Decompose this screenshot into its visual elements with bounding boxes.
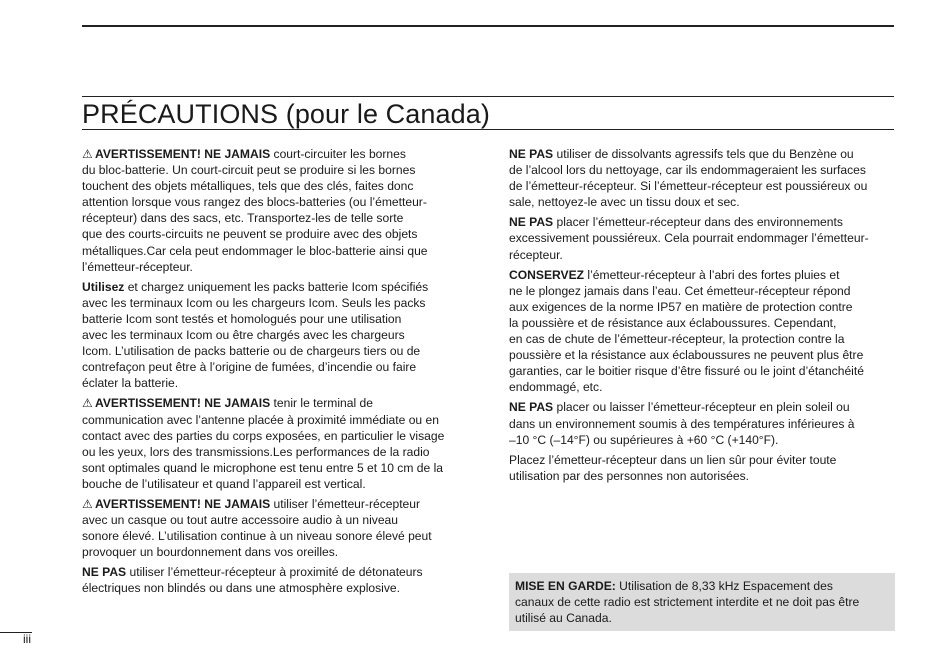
temperature-note bbox=[509, 399, 893, 447]
warning-lead: AVERTISSEMENT! NE JAMAIS bbox=[95, 496, 271, 511]
note-body: Placez l’émetteur-récepteur dans un lien sûr pour éviter toute utilisation par des personnes non autorisées. bbox=[509, 452, 837, 483]
note-body: utiliser l’émetteur-récepteur à proximité de détonateurs électriques non blindés ou dans une atmosphère explosive. bbox=[82, 565, 423, 596]
battery-short-circuit-warning bbox=[82, 146, 468, 275]
warning-icon: ⚠ bbox=[82, 496, 93, 511]
note-body: placer l’émetteur-récepteur dans des environnements excessivement poussiéreux. Cela pourrait endommager l’émetteur- récepteur. bbox=[509, 215, 869, 262]
left-column bbox=[82, 146, 468, 601]
page-number: iii bbox=[23, 632, 31, 646]
warning-lead: AVERTISSEMENT! NE JAMAIS bbox=[95, 147, 271, 161]
caution-body: Utilisation de 8,33 kHz Espacement des canaux de cette radio est strictement interdite et ne doit pas être utilisé au Canada. bbox=[515, 579, 860, 626]
page-title: PRÉCAUTIONS (pour le Canada) bbox=[82, 99, 490, 129]
title-rule-bottom bbox=[82, 129, 894, 130]
antenna-proximity-warning bbox=[82, 395, 468, 492]
headphone-volume-warning bbox=[82, 496, 468, 560]
title-rule-top bbox=[82, 96, 894, 97]
warning-body: court-circuiter les bornes du bloc-batterie. Un court-circuit peut se produire si les bornes touchent des objets métalliques, tels que des clés, faites donc attention lorsque vous rangez des blocs-batteries (ou l’émetteur- récepteur) dans des sacs, etc. Transportez-les de telle sorte que des courts-circuits ne peuvent se produire avec des objets métalliques.Car cela peut endommager le bloc-batterie ainsi que l’émetteur-récepteur. bbox=[82, 147, 428, 274]
caution-box bbox=[509, 573, 895, 631]
note-body: l’émetteur-récepteur à l’abri des fortes pluies et ne le plongez jamais dans l’eau. Cet émetteur-récepteur répond aux exigences de la norme IP57 en matière de protection contre la poussière et de résistance aux éclaboussures. Cependant, en cas de chute de l’émetteur-récepteur, la protection contre la poussière et la résistance aux éclaboussures ne peuvent plus être garanties, car le boitier risque d’être fissuré ou le joint d’étanchéité endommagé, etc. bbox=[509, 267, 864, 395]
note-body: et chargez uniquement les packs batterie Icom spécifiés avec les terminaux Icom ou les chargeurs Icom. Seuls les packs batterie Icom sont testés et homologués pour une utilisation avec les terminaux Icom ou être chargés avec les chargeurs Icom. L’utilisation de packs batterie ou de chargeurs tiers ou de contrefaçon peut être à l’origine de fumées, d’incendie ou faire éclater la batterie. bbox=[82, 279, 429, 391]
warning-lead: AVERTISSEMENT! NE JAMAIS bbox=[95, 396, 271, 411]
detonator-note bbox=[82, 564, 468, 596]
note-body: utiliser de dissolvants agressifs tels que du Benzène ou de l’alcool lors du nettoyage, car ils endommageraient les surfaces de l’émetteur-récepteur. Si l’émetteur-récepteur est poussiéreux ou sale, nettoyez-le avec un tissu doux et sec. bbox=[509, 147, 868, 210]
warning-body: tenir le terminal de communication avec l’antenne placée à proximité immédiate ou en contact avec des parties du corps exposées, en particulier le visage ou les yeux, lors des transmissions.Les performances de la radio sont optimales quand le microphone est tenu entre 5 et 10 cm de la bouche de l’utilisateur et quand l’appareil est vertical. bbox=[82, 396, 445, 491]
water-protection-note bbox=[509, 267, 893, 396]
warning-body: utiliser l’émetteur-récepteur avec un casque ou tout autre accessoire audio à un niveau sonore élevé. L’utilisation continue à un niveau sonore élevé peut provoquer un bourdonnement dans vos oreilles. bbox=[82, 496, 432, 560]
note-lead: NE PAS bbox=[509, 215, 554, 230]
note-lead: Utilisez bbox=[82, 279, 125, 294]
warning-icon: ⚠ bbox=[82, 396, 93, 411]
note-lead: NE PAS bbox=[509, 147, 554, 161]
note-lead: CONSERVEZ bbox=[509, 267, 585, 282]
note-lead: NE PAS bbox=[82, 565, 127, 580]
note-body: placer ou laisser l’émetteur-récepteur en plein soleil ou dans un environnement soumis à des températures inférieures à –10 °C (–14°F) ou supérieures à +60 °C (+140°F). bbox=[509, 400, 855, 447]
warning-icon: ⚠ bbox=[82, 147, 93, 161]
caution-lead: MISE EN GARDE: bbox=[515, 579, 616, 593]
right-column bbox=[509, 146, 893, 488]
storage-note bbox=[509, 452, 893, 484]
note-lead: NE PAS bbox=[509, 400, 554, 415]
header-rule bbox=[82, 25, 894, 27]
solvent-note bbox=[509, 146, 893, 210]
battery-usage-note bbox=[82, 279, 468, 392]
dust-note bbox=[509, 214, 893, 262]
